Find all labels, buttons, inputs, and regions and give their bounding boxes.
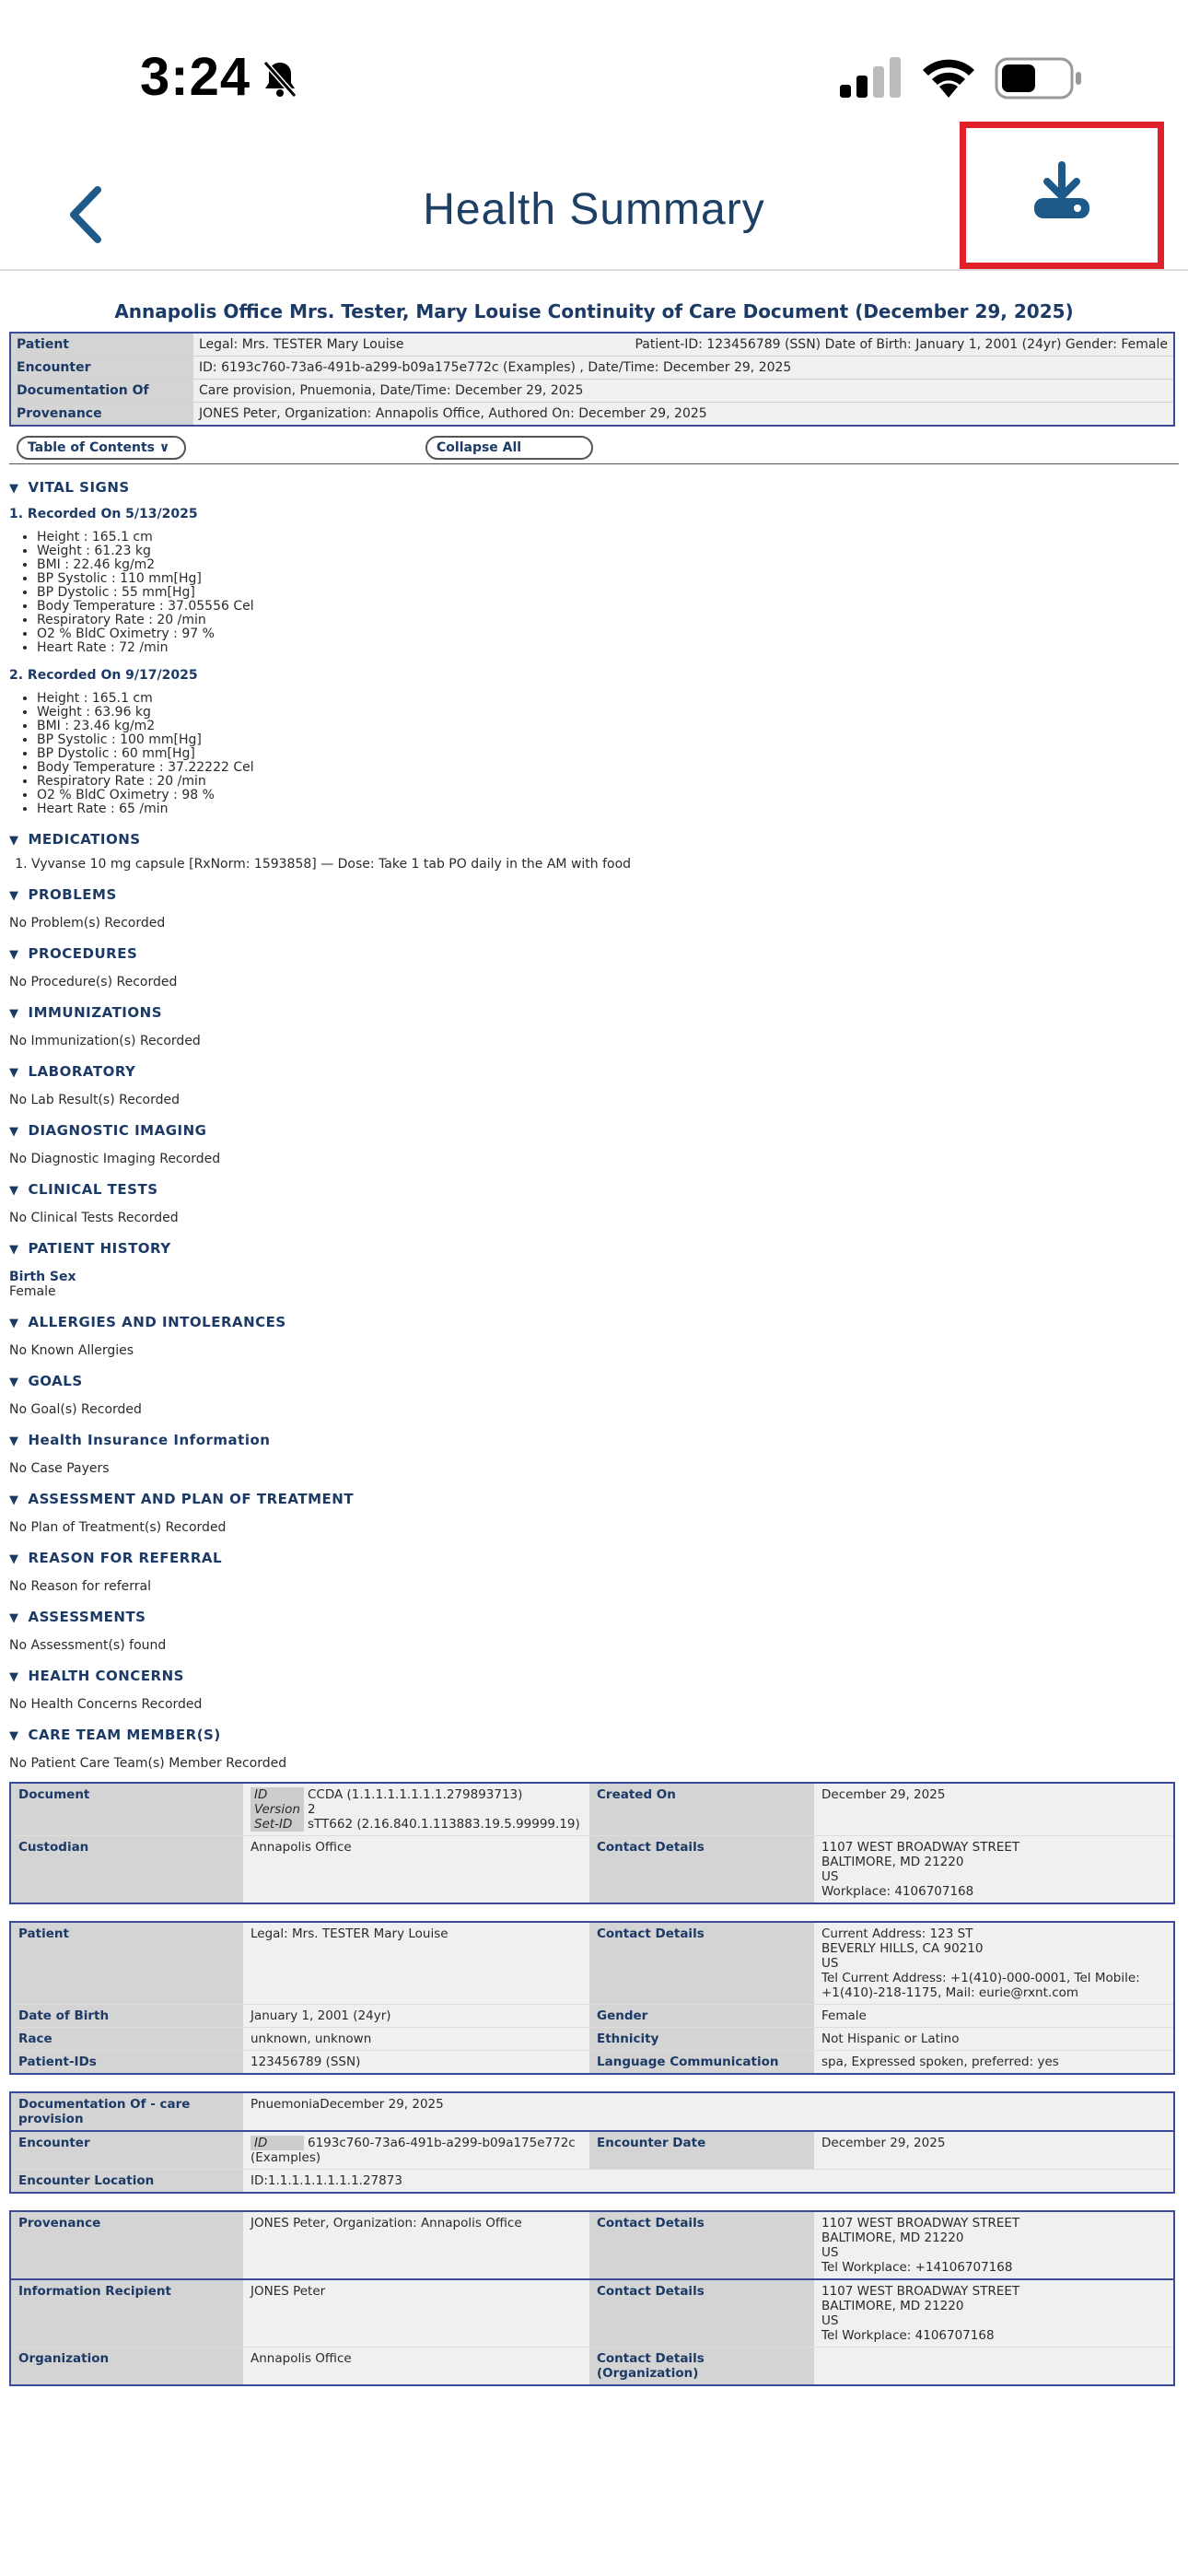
list-item: • Height : 165.1 cm	[37, 531, 1179, 544]
table-row	[10, 2170, 1174, 2194]
section-text: No Diagnostic Imaging Recorded	[9, 1152, 221, 1166]
cell-value: December 29, 2025	[814, 2131, 1174, 2170]
section-text: No Health Concerns Recorded	[9, 1697, 203, 1712]
section-immunizations	[9, 1004, 1179, 1048]
vitals-list	[9, 531, 1179, 655]
header-row-documentation	[10, 380, 1174, 403]
id-value: CCDA (1.1.1.1.1.1.1.1.279893713)	[308, 1787, 523, 1802]
section-text: No Reason for referral	[9, 1579, 151, 1594]
section-heading[interactable]	[9, 1491, 1179, 1507]
section-patient-history	[9, 1240, 1179, 1299]
triangle-down-icon: ▼	[9, 1066, 19, 1080]
cell-value: ID:1.1.1.1.1.1.1.1.27873	[243, 2170, 1174, 2194]
provenance-table	[9, 2210, 1175, 2386]
header-value: Care provision, Pnuemonia, Date/Time: December 29, 2025	[193, 380, 1174, 403]
cell-label: Gender	[589, 2005, 814, 2028]
section-insurance	[9, 1432, 1179, 1476]
cell-value	[814, 2348, 1174, 2386]
cell-label: Contact Details	[589, 2211, 814, 2279]
address-line: Current Address: 123 ST	[821, 1926, 973, 1941]
version-value: 2	[308, 1802, 316, 1817]
cell-label: Contact Details (Organization)	[589, 2348, 814, 2386]
section-heading[interactable]	[9, 945, 1179, 962]
cell-value: Female	[814, 2005, 1174, 2028]
section-title: LABORATORY	[28, 1063, 136, 1080]
section-title: MEDICATIONS	[28, 831, 141, 848]
section-heading[interactable]	[9, 1727, 1179, 1743]
cell-value	[243, 2131, 589, 2170]
table-row	[10, 1783, 1174, 1836]
battery-icon	[995, 57, 1083, 104]
section-title: ASSESSMENT AND PLAN OF TREATMENT	[28, 1491, 355, 1507]
section-title: CARE TEAM MEMBER(S)	[28, 1727, 221, 1743]
setid-value: sTT662 (2.16.840.1.113883.19.5.99999.19)	[308, 1817, 580, 1832]
cell-label: Contact Details	[589, 1836, 814, 1904]
cell-value: spa, Expressed spoken, preferred: yes	[814, 2051, 1174, 2075]
ccd-document	[9, 297, 1179, 2386]
list-item: • Weight : 61.23 kg	[37, 544, 1179, 558]
header-label: Provenance	[10, 403, 193, 427]
triangle-down-icon: ▼	[9, 1552, 19, 1566]
document-controls	[9, 430, 1179, 464]
patient-demographics: Patient-ID: 123456789 (SSN) Date of Birth: January 1, 2001 (24yr) Gender: Female	[635, 337, 1168, 352]
download-icon	[1032, 161, 1091, 225]
header-label: Encounter	[10, 357, 193, 380]
section-title: ALLERGIES AND INTOLERANCES	[28, 1314, 286, 1330]
section-heading[interactable]	[9, 479, 1179, 496]
cell-label: Information Recipient	[10, 2279, 243, 2348]
section-procedures	[9, 945, 1179, 989]
triangle-down-icon: ▼	[9, 1376, 19, 1389]
cell-label: Patient	[10, 1922, 243, 2005]
vitals-record-title: 2. Recorded On 9/17/2025	[9, 668, 198, 683]
section-referral	[9, 1550, 1179, 1594]
list-item: • O2 % BldC Oximetry : 97 %	[37, 627, 1179, 641]
section-heading[interactable]	[9, 1063, 1179, 1080]
cell-value	[814, 2211, 1174, 2279]
list-item: • Body Temperature : 37.05556 Cel	[37, 600, 1179, 614]
section-goals	[9, 1373, 1179, 1417]
section-title: GOALS	[28, 1373, 83, 1389]
section-title: VITAL SIGNS	[28, 479, 130, 496]
cell-label: Encounter Date	[589, 2131, 814, 2170]
cell-value	[814, 2279, 1174, 2348]
section-heading[interactable]	[9, 1668, 1179, 1684]
triangle-down-icon: ▼	[9, 1184, 19, 1198]
table-row	[10, 2051, 1174, 2075]
list-item: • BP Dystolic : 55 mm[Hg]	[37, 586, 1179, 600]
address-line: 1107 WEST BROADWAY STREET	[821, 2284, 1020, 2299]
address-line: US	[821, 1956, 839, 1971]
table-row	[10, 2028, 1174, 2051]
table-row	[10, 2211, 1174, 2279]
cell-label: Created On	[589, 1783, 814, 1836]
cell-value: JONES Peter, Organization: Annapolis Office	[243, 2211, 589, 2279]
section-heading[interactable]	[9, 1181, 1179, 1198]
section-heading[interactable]	[9, 886, 1179, 903]
address-line: BALTIMORE, MD 21220	[821, 2231, 964, 2245]
cell-value: JONES Peter	[243, 2279, 589, 2348]
address-line: BALTIMORE, MD 21220	[821, 1855, 964, 1869]
cell-label: Date of Birth	[10, 2005, 243, 2028]
table-row	[10, 2005, 1174, 2028]
section-problems	[9, 886, 1179, 931]
section-text: No Assessment(s) found	[9, 1638, 167, 1653]
cell-label: Race	[10, 2028, 243, 2051]
status-time: 3:24	[140, 47, 251, 107]
cell-label: Language Communication	[589, 2051, 814, 2075]
cell-value: Annapolis Office	[243, 1836, 589, 1904]
cell-label: Custodian	[10, 1836, 243, 1904]
version-key: Version	[250, 1802, 304, 1817]
cell-value: January 1, 2001 (24yr)	[243, 2005, 589, 2028]
cellular-signal-icon	[840, 57, 904, 102]
list-item: • Body Temperature : 37.22222 Cel	[37, 761, 1179, 775]
address-line: 1107 WEST BROADWAY STREET	[821, 1840, 1020, 1855]
patient-name: Legal: Mrs. TESTER Mary Louise	[199, 337, 404, 352]
address-line: BALTIMORE, MD 21220	[821, 2299, 964, 2313]
section-heading[interactable]	[9, 1432, 1179, 1448]
list-item: • Weight : 63.96 kg	[37, 706, 1179, 720]
triangle-down-icon: ▼	[9, 1125, 19, 1139]
triangle-down-icon: ▼	[9, 1243, 19, 1257]
cell-value: 123456789 (SSN)	[243, 2051, 589, 2075]
section-text: No Problem(s) Recorded	[9, 916, 166, 931]
section-allergies	[9, 1314, 1179, 1358]
vitals-record-title: 1. Recorded On 5/13/2025	[9, 507, 198, 521]
navigation-bar	[0, 157, 1188, 271]
wifi-icon	[919, 55, 978, 104]
id-value: 6193c760-73a6-491b-a299-b09a175e772c (Examples)	[250, 2136, 576, 2165]
cell-label: Contact Details	[589, 2279, 814, 2348]
section-text: No Known Allergies	[9, 1343, 134, 1358]
table-row	[10, 2279, 1174, 2348]
header-value	[193, 333, 1174, 357]
triangle-down-icon: ▼	[9, 1729, 19, 1743]
triangle-down-icon: ▼	[9, 1670, 19, 1684]
list-item: • Respiratory Rate : 20 /min	[37, 614, 1179, 627]
section-title: HEALTH CONCERNS	[28, 1668, 184, 1684]
setid-key: Set-ID	[250, 1817, 304, 1832]
address-line: Tel Workplace: +14106707168	[821, 2260, 1013, 2275]
section-heading[interactable]	[9, 1373, 1179, 1389]
cell-value: Legal: Mrs. TESTER Mary Louise	[243, 1922, 589, 2005]
triangle-down-icon: ▼	[9, 482, 19, 496]
list-item: • Heart Rate : 65 /min	[37, 802, 1179, 816]
id-key: ID	[250, 2136, 304, 2150]
list-item: • Height : 165.1 cm	[37, 692, 1179, 706]
document-info-table	[9, 1782, 1175, 1904]
cell-label: Encounter	[10, 2131, 243, 2170]
list-item: 1. Vyvanse 10 mg capsule [RxNorm: 1593858] — Dose: Take 1 tab PO daily in the AM with food	[31, 857, 1179, 872]
list-item: • O2 % BldC Oximetry : 98 %	[37, 789, 1179, 802]
header-value: JONES Peter, Organization: Annapolis Office, Authored On: December 29, 2025	[193, 403, 1174, 427]
address-line: Tel Workplace: 4106707168	[821, 2328, 995, 2343]
list-item: • BP Dystolic : 60 mm[Hg]	[37, 747, 1179, 761]
cell-label: Document	[10, 1783, 243, 1836]
document-ids	[243, 1783, 589, 1836]
list-item: • BMI : 22.46 kg/m2	[37, 558, 1179, 572]
cell-label: Contact Details	[589, 1922, 814, 2005]
cell-label: Organization	[10, 2348, 243, 2386]
section-title: PROBLEMS	[28, 886, 117, 903]
address-line: Workplace: 4106707168	[821, 1884, 974, 1899]
document-header-table	[9, 332, 1175, 427]
cell-label: Patient-IDs	[10, 2051, 243, 2075]
table-row	[10, 2348, 1174, 2386]
list-item: • BP Systolic : 110 mm[Hg]	[37, 572, 1179, 586]
header-row-provenance	[10, 403, 1174, 427]
list-item: • Respiratory Rate : 20 /min	[37, 775, 1179, 789]
section-vital-signs	[9, 479, 1179, 816]
section-title: IMMUNIZATIONS	[28, 1004, 162, 1021]
list-item: • Heart Rate : 72 /min	[37, 641, 1179, 655]
address-line: US	[821, 2245, 839, 2260]
section-care-team	[9, 1727, 1179, 1771]
patient-info-table	[9, 1921, 1175, 2075]
table-row	[10, 1922, 1174, 2005]
id-key: ID	[250, 1787, 304, 1802]
triangle-down-icon: ▼	[9, 889, 19, 903]
address-line: Tel Current Address: +1(410)-000-0001, Tel Mobile: +1(410)-218-1175, Mail: eurie@rxnt.com	[821, 1971, 1140, 2000]
document-title: Annapolis Office Mrs. Tester, Mary Louise Continuity of Care Document (December 29, 2025)	[114, 300, 1074, 322]
table-row	[10, 2092, 1174, 2131]
cell-label: Ethnicity	[589, 2028, 814, 2051]
header-row-patient	[10, 333, 1174, 357]
table-row	[10, 1836, 1174, 1904]
section-title: PROCEDURES	[28, 945, 138, 962]
cell-value	[814, 1922, 1174, 2005]
cell-value: Annapolis Office	[243, 2348, 589, 2386]
download-button[interactable]	[960, 122, 1164, 269]
triangle-down-icon: ▼	[9, 1317, 19, 1330]
cell-label: Documentation Of - care provision	[10, 2092, 243, 2131]
header-label: Documentation Of	[10, 380, 193, 403]
section-plan-of-treatment	[9, 1491, 1179, 1535]
cell-value: unknown, unknown	[243, 2028, 589, 2051]
cell-value	[814, 1836, 1174, 1904]
section-assessments	[9, 1609, 1179, 1653]
birth-sex-label: Birth Sex	[9, 1270, 76, 1284]
triangle-down-icon: ▼	[9, 834, 19, 848]
section-heading[interactable]	[9, 1122, 1179, 1139]
cell-label: Provenance	[10, 2211, 243, 2279]
cell-value: PnuemoniaDecember 29, 2025	[243, 2092, 1174, 2131]
section-text: No Procedure(s) Recorded	[9, 975, 178, 989]
section-heading[interactable]	[9, 831, 1179, 848]
section-text: No Clinical Tests Recorded	[9, 1211, 179, 1225]
section-heading[interactable]	[9, 1240, 1179, 1257]
section-heading[interactable]	[9, 1314, 1179, 1330]
triangle-down-icon: ▼	[9, 1007, 19, 1021]
header-value: ID: 6193c760-73a6-491b-a299-b09a175e772c (Examples) , Date/Time: December 29, 2025	[193, 357, 1174, 380]
section-laboratory	[9, 1063, 1179, 1107]
bell-muted-icon	[260, 59, 300, 104]
section-text: No Lab Result(s) Recorded	[9, 1093, 181, 1107]
triangle-down-icon: ▼	[9, 1493, 19, 1507]
triangle-down-icon: ▼	[9, 948, 19, 962]
table-of-contents-button[interactable]: Table of Contents ∨	[17, 436, 186, 460]
section-text: No Plan of Treatment(s) Recorded	[9, 1520, 227, 1535]
page-title: Health Summary	[423, 185, 765, 234]
section-title: ASSESSMENTS	[28, 1609, 146, 1625]
triangle-down-icon: ▼	[9, 1611, 19, 1625]
section-title: Health Insurance Information	[28, 1432, 271, 1448]
address-line: BEVERLY HILLS, CA 90210	[821, 1941, 984, 1956]
header-row-encounter	[10, 357, 1174, 380]
section-text: No Goal(s) Recorded	[9, 1402, 142, 1417]
address-line: US	[821, 1869, 839, 1884]
vitals-list	[9, 692, 1179, 816]
section-title: CLINICAL TESTS	[28, 1181, 158, 1198]
section-heading[interactable]	[9, 1550, 1179, 1566]
list-item: • BMI : 23.46 kg/m2	[37, 720, 1179, 733]
section-text: No Case Payers	[9, 1461, 110, 1476]
encounter-info-table	[9, 2091, 1175, 2194]
section-title: DIAGNOSTIC IMAGING	[28, 1122, 207, 1139]
cell-value: December 29, 2025	[814, 1783, 1174, 1836]
section-heading[interactable]	[9, 1004, 1179, 1021]
list-item: • BP Systolic : 100 mm[Hg]	[37, 733, 1179, 747]
table-row	[10, 2131, 1174, 2170]
section-medications	[9, 831, 1179, 872]
section-heading[interactable]	[9, 1609, 1179, 1625]
birth-sex-value: Female	[9, 1284, 56, 1299]
section-title: REASON FOR REFERRAL	[28, 1550, 223, 1566]
section-title: PATIENT HISTORY	[28, 1240, 171, 1257]
address-line: US	[821, 2313, 839, 2328]
medications-list	[9, 857, 1179, 872]
header-label: Patient	[10, 333, 193, 357]
collapse-all-button[interactable]: Collapse All	[425, 436, 593, 460]
address-line: 1107 WEST BROADWAY STREET	[821, 2216, 1020, 2231]
section-health-concerns	[9, 1668, 1179, 1712]
cell-value: Not Hispanic or Latino	[814, 2028, 1174, 2051]
section-diagnostic-imaging	[9, 1122, 1179, 1166]
section-text: No Patient Care Team(s) Member Recorded	[9, 1756, 287, 1771]
section-text: No Immunization(s) Recorded	[9, 1034, 201, 1048]
section-clinical-tests	[9, 1181, 1179, 1225]
triangle-down-icon: ▼	[9, 1434, 19, 1448]
cell-label: Encounter Location	[10, 2170, 243, 2194]
